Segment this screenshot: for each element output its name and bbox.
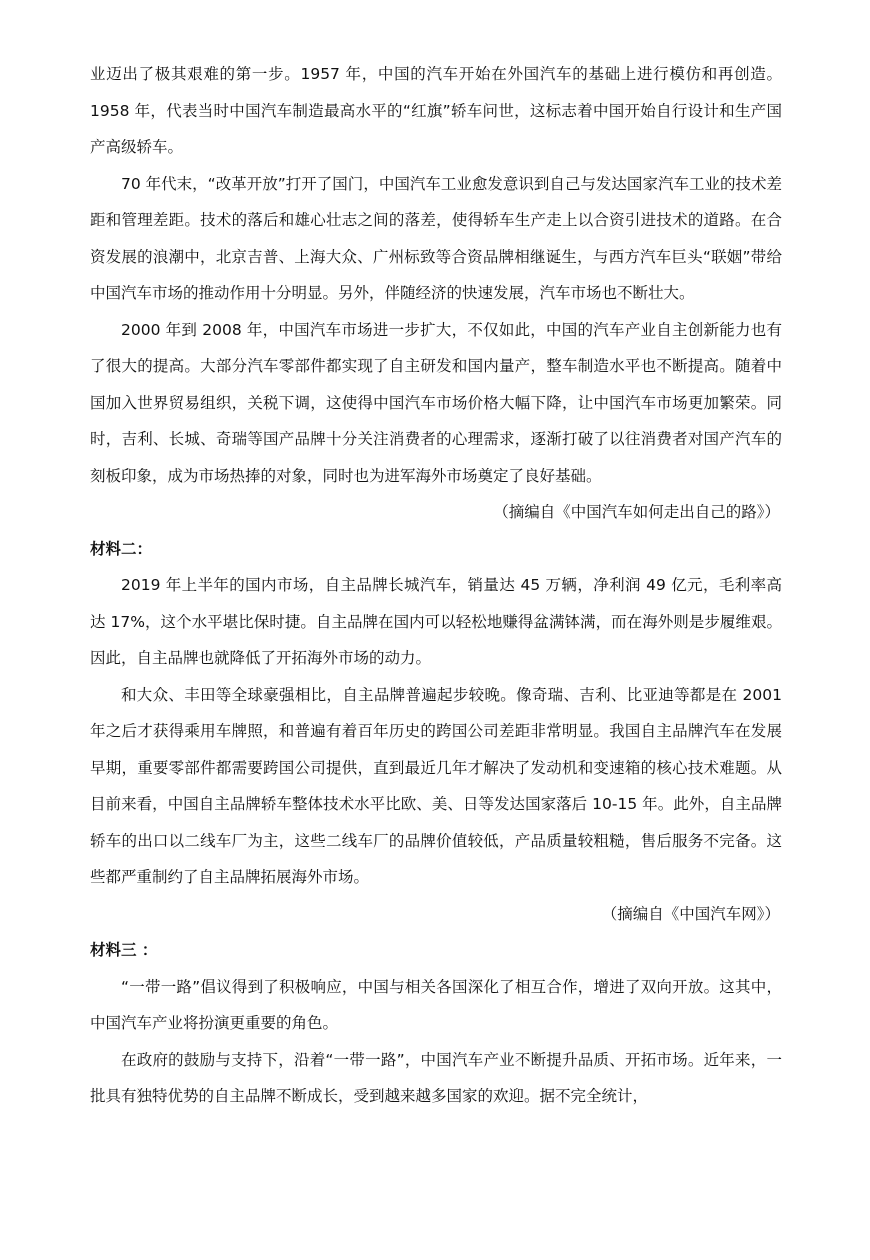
material-three-heading: 材料三 ： xyxy=(90,941,158,959)
paragraph-early-history: 业迈出了极其艰难的第一步。1957 年，中国的汽车开始在外国汽车的基础上进行模仿和再创造。1958 年，代表当时中国汽车制造最高水平的“红旗”轿车问世，这标志着中国开始自行设计和生产国产高级轿车。 xyxy=(90,65,782,156)
paragraph-2000-2008: 2000 年到 2008 年，中国汽车市场进一步扩大，不仅如此，中国的汽车产业自主创新能力也有了很大的提高。大部分汽车零部件都实现了自主研发和国内量产，整车制造水平也不断提高。随着中国加入世界贸易组织，关税下调，这使得中国汽车市场价格大幅下降，让中国汽车市场更加繁荣。同时，吉利、长城、奇瑞等国产品牌十分关注消费者的心理需求，逐渐打破了以往消费者对国产汽车的刻板印象，成为市场热捧的对象，同时也为进军海外市场奠定了良好基础。 xyxy=(90,320,782,485)
paragraph-2019-market: 2019 年上半年的国内市场，自主品牌长城汽车，销量达 45 万辆，净利润 49 亿元，毛利率高达 17%，这个水平堪比保时捷。自主品牌在国内可以轻松地赚得盆满钵满，而在海外则是步履维艰。因此，自主品牌也就降低了开拓海外市场的动力。 xyxy=(90,576,782,667)
paragraph-global-comparison: 和大众、丰田等全球豪强相比，自主品牌普遍起步较晚。像奇瑞、吉利、比亚迪等都是在 2001 年之后才获得乘用车牌照，和普遍有着百年历史的跨国公司差距非常明显。我国自主品牌汽车在发展早期，重要零部件都需要跨国公司提供，直到最近几年才解决了发动机和变速箱的核心技术难题。从目前来看，中国自主品牌轿车整体技术水平比欧、美、日等发达国家落后 10-15 年。此外，自主品牌轿车的出口以二线车厂为主，这些二线车厂的品牌价值较低，产品质量较粗糙，售后服务不完备。这些都严重制约了自主品牌拓展海外市场。 xyxy=(90,685,782,886)
paragraph-belt-road: “一带一路”倡议得到了积极响应，中国与相关各国深化了相互合作，增进了双向开放。这其中，中国汽车产业将扮演更重要的角色。 xyxy=(90,977,782,1032)
source-citation-1: （摘编自《中国汽车如何走出自己的路》） xyxy=(493,503,780,521)
source-citation-2: （摘编自《中国汽车网》） xyxy=(601,904,780,923)
paragraph-government-support: 在政府的鼓励与支持下，沿着“一带一路”，中国汽车产业不断提升品质、开拓市场。近年来，一批具有独特优势的自主品牌不断成长，受到越来越多国家的欢迎。据不完全统计， xyxy=(90,1050,782,1105)
material-two-heading: 材料二： xyxy=(90,539,153,558)
paragraph-reform-opening: 70 年代末，“改革开放”打开了国门，中国汽车工业愈发意识到自己与发达国家汽车工业的技术差距和管理差距。技术的落后和雄心壮志之间的落差，使得轿车生产走上以合资引进技术的道路。在合资发展的浪潮中，北京吉普、上海大众、广州标致等合资品牌相继诞生，与西方汽车巨头“联姻”带给中国汽车市场的推动作用十分明显。另外，伴随经济的快速发展，汽车市场也不断壮大。 xyxy=(90,174,782,302)
